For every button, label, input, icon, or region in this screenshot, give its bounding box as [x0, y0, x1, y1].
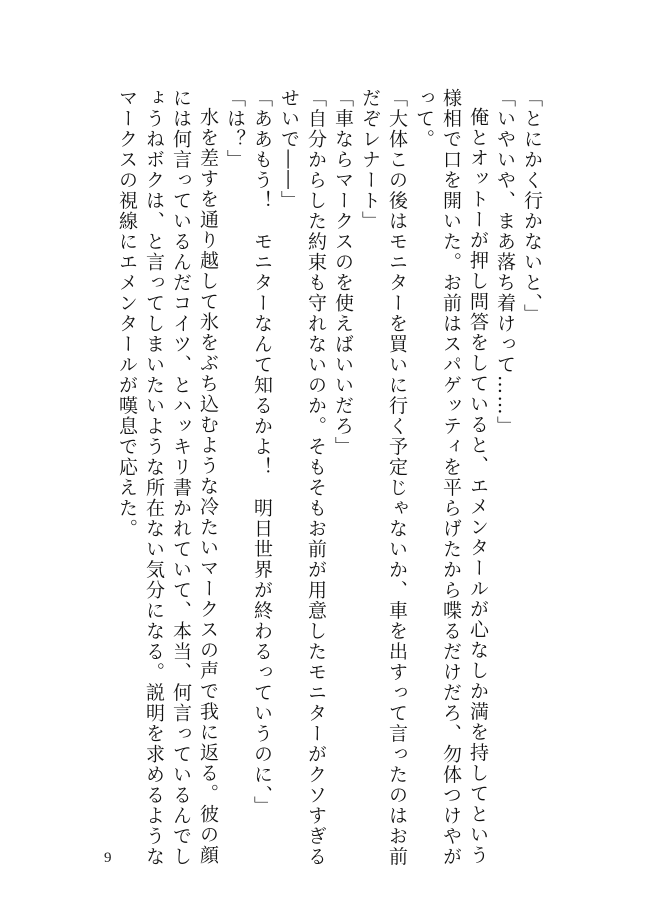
vertical-text-body: [113, 88, 545, 867]
text-line: 「いやいや、まあ落ち着けって……」: [494, 88, 516, 437]
page-number: 9: [104, 850, 112, 866]
text-line: 「とにかく行かないと、」: [521, 88, 543, 325]
text-line: 俺とオットーが押し問答をしていると、エメンタールが心なしか満を持してという: [467, 107, 489, 866]
text-line: 「自分からした約束も守れないのか。そもそもお前が用意したモニターがクソすぎる: [305, 88, 327, 867]
text-line: 水を差すを通り越して氷をぶち込むような冷たいマークスの声で我に返る。彼の顔: [197, 107, 219, 866]
text-line: せいで――」: [278, 88, 300, 211]
text-line: には何言っているんだコイツ、とハッキリ書かれていて、本当、何言っているんでし: [170, 88, 192, 867]
text-line: 「大体この後はモニターを買いに行く予定じゃないか、車を出すって言ったのはお前: [386, 88, 408, 867]
text-line: だぞレナート」: [359, 88, 381, 232]
text-line: って。: [413, 88, 435, 150]
text-line: ょうねボクは、と言ってしまいたいような所在ない気分になる。説明を求めるような: [143, 88, 165, 867]
text-line: 「は？」: [224, 88, 246, 170]
text-line: 「車ならマークスのを使えばいいだろ」: [332, 88, 354, 457]
text-line: マークスの視線にエメンタールが嘆息で応えた。: [116, 88, 138, 539]
text-line: 「ああもう！ モニターなんて知るかよ！ 明日世界が終わるっていうのに、」: [251, 88, 273, 817]
text-line: 様相で口を開いた。お前はスパゲッティを平らげたから喋るだけだろ、勿体つけやが: [440, 88, 462, 867]
